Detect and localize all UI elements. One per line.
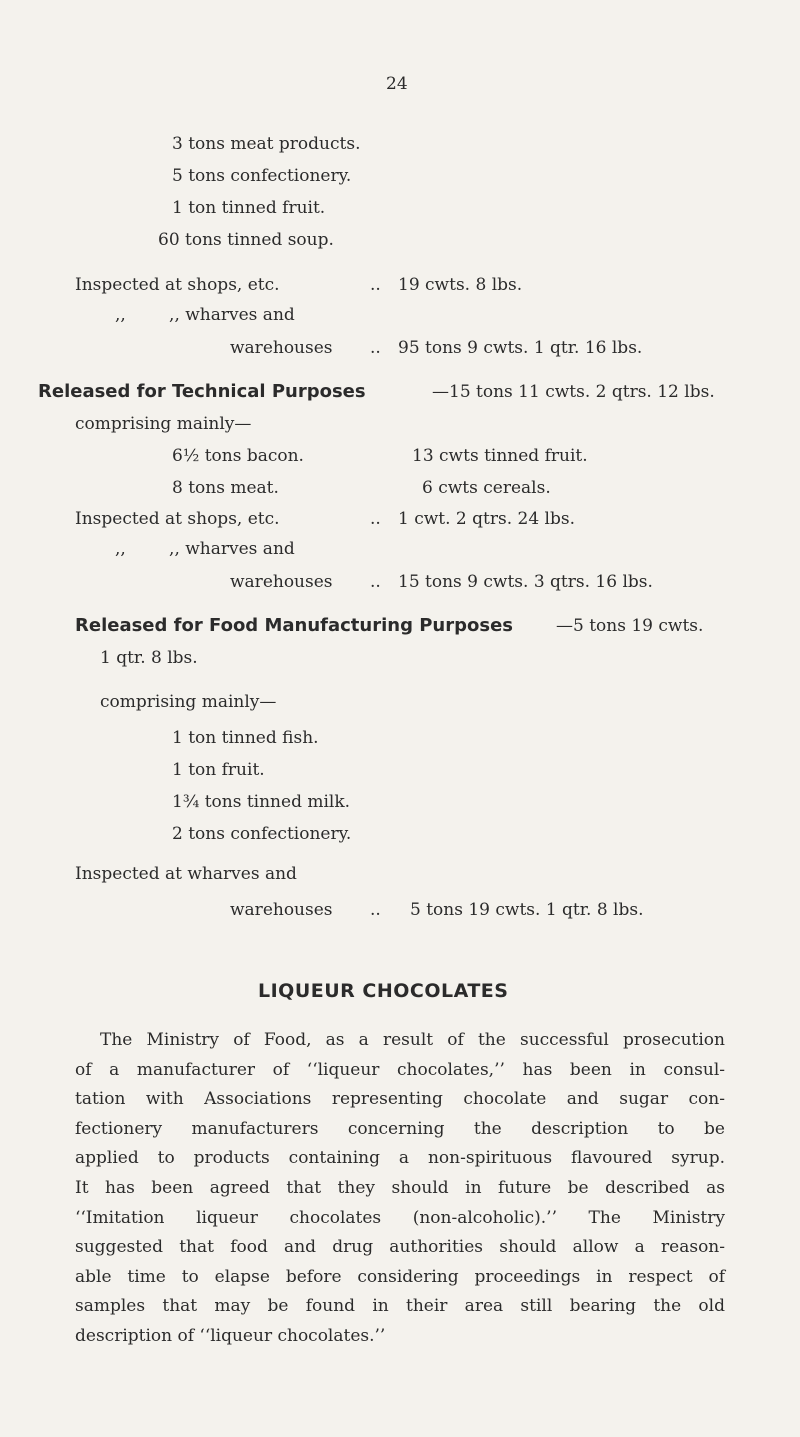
paragraph-line: description of ‘‘liqueur chocolates.’’ bbox=[75, 1325, 386, 1346]
warehouses-label: warehouses bbox=[230, 900, 333, 920]
paragraph-line: applied to products containing a non-spirituous flavoured syrup. bbox=[75, 1148, 725, 1169]
list-item: 6 cwts cereals. bbox=[422, 478, 551, 498]
shops-value: 1 cwt. 2 qtrs. 24 lbs. bbox=[398, 509, 576, 529]
paragraph-line: able time to elapse before considering proceedings in respect of bbox=[75, 1266, 725, 1287]
section-heading: Released for Technical Purposes bbox=[38, 381, 366, 402]
paragraph-line: fectionery manufacturers concerning the description to be bbox=[75, 1118, 725, 1139]
paragraph-line: samples that may be found in their area still bearing the old bbox=[75, 1296, 725, 1317]
section-heading: Released for Food Manufacturing Purposes bbox=[75, 615, 513, 636]
list-item: 1 ton fruit. bbox=[172, 760, 265, 780]
list-item: 6½ tons bacon. bbox=[172, 446, 304, 466]
paragraph-line: tation with Associations representing chocolate and sugar con- bbox=[75, 1089, 725, 1110]
shops-label: Inspected at shops, etc. bbox=[75, 509, 280, 529]
list-item: 60 tons tinned soup. bbox=[158, 230, 334, 250]
paragraph-line: suggested that food and drug authorities should allow a reason- bbox=[75, 1237, 725, 1258]
section-total: —15 tons 11 cwts. 2 qtrs. 12 lbs. bbox=[432, 382, 715, 402]
ditto-line: ,, ,, wharves and bbox=[115, 539, 295, 559]
page-number: 24 bbox=[386, 74, 408, 94]
warehouses-label: warehouses bbox=[230, 572, 333, 592]
ditto-line: ,, ,, wharves and bbox=[115, 305, 295, 325]
list-item: 1 ton tinned fruit. bbox=[172, 198, 326, 218]
leader-dots: .. bbox=[370, 275, 381, 295]
shops-value: 19 cwts. 8 lbs. bbox=[398, 275, 523, 295]
warehouses-value: 15 tons 9 cwts. 3 qtrs. 16 lbs. bbox=[398, 572, 653, 592]
section-total: —5 tons 19 cwts. bbox=[556, 616, 704, 636]
list-item: 13 cwts tinned fruit. bbox=[412, 446, 588, 466]
section-total-continued: 1 qtr. 8 lbs. bbox=[100, 648, 198, 668]
list-item: 1¾ tons tinned milk. bbox=[172, 792, 351, 812]
paragraph-line: ‘‘Imitation liqueur chocolates (non-alcoholic).’’ The Ministry bbox=[75, 1207, 725, 1228]
section-title: LIQUEUR CHOCOLATES bbox=[258, 980, 509, 1002]
list-item: 5 tons confectionery. bbox=[172, 166, 352, 186]
warehouses-value: 5 tons 19 cwts. 1 qtr. 8 lbs. bbox=[410, 900, 644, 920]
leader-dots: .. bbox=[370, 338, 381, 358]
list-item: 2 tons confectionery. bbox=[172, 824, 352, 844]
comprising-label: comprising mainly— bbox=[100, 692, 277, 712]
paragraph-line: The Ministry of Food, as a result of the successful prosecution bbox=[100, 1030, 725, 1050]
body-paragraph bbox=[75, 1026, 725, 1352]
comprising-label: comprising mainly— bbox=[75, 414, 252, 434]
shops-label: Inspected at shops, etc. bbox=[75, 275, 280, 295]
list-item: 3 tons meat products. bbox=[172, 134, 361, 154]
paragraph-line: of a manufacturer of ‘‘liqueur chocolates,’’ has been in consul- bbox=[75, 1059, 725, 1080]
leader-dots: .. bbox=[370, 509, 381, 529]
leader-dots: .. bbox=[370, 572, 381, 592]
paragraph-line: It has been agreed that they should in future be described as bbox=[75, 1177, 725, 1198]
list-item: 8 tons meat. bbox=[172, 478, 279, 498]
wharves-label: Inspected at wharves and bbox=[75, 864, 297, 884]
warehouses-value: 95 tons 9 cwts. 1 qtr. 16 lbs. bbox=[398, 338, 643, 358]
warehouses-label: warehouses bbox=[230, 338, 333, 358]
list-item: 1 ton tinned fish. bbox=[172, 728, 319, 748]
leader-dots: .. bbox=[370, 900, 381, 920]
